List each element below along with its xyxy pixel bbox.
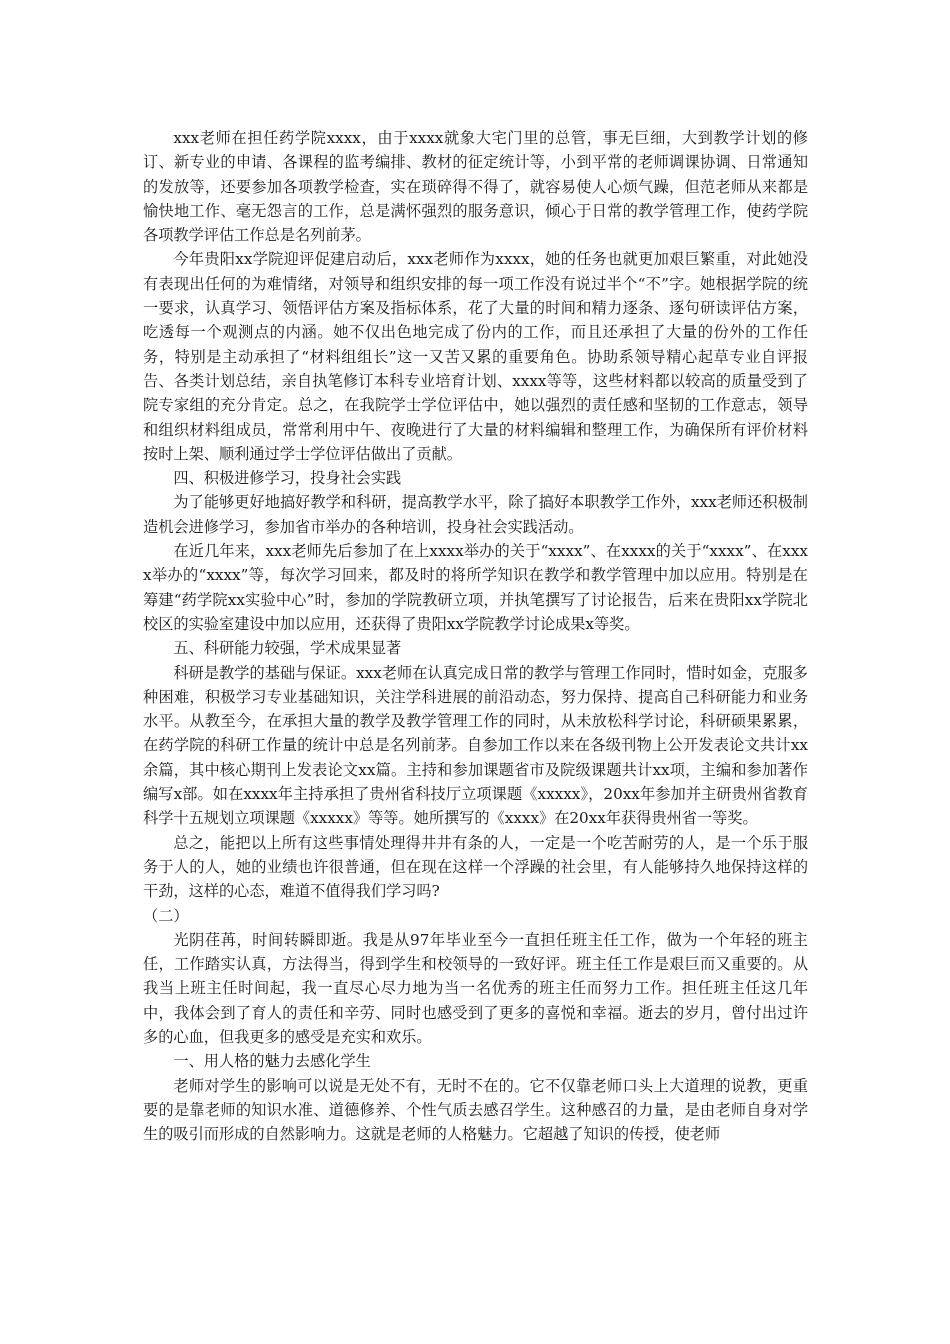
paragraph-research: 科研是教学的基础与保证。xxx老师在认真完成日常的教学与管理工作同时，惜时如金，克服多种困难，积极学习专业基础知识，关注学科进展的前沿动态，努力保持、提高自己科研能力和业务水平。从教至今，在承担大量的教学及教学管理工作的同时，从未放松科学讨论，科研硕果累累，在药学院的科研工作量的统计中总是名列前茅。自参加工作以来在各级刊物上公开发表论文共计xx余篇，其中核心期刊上发表论文xx篇。主持和参加课题省市及院级课题共计xx项，主编和参加著作编写x部。如在xxxx年主持承担了贵州省科技厅立项课题《xxxxx》，20xx年参加并主研贵州省教育科学十五规划立项课题《xxxxx》等等。她所撰写的《xxxx》在20xx年获得贵州省一等奖。: [143, 663, 808, 828]
document-body: [143, 126, 808, 1146]
heading-section-four: 四、积极进修学习，投身社会实践: [173, 469, 402, 488]
paragraph-class-teacher: 光阴荏苒，时间转瞬即逝。我是从97年毕业至今一直担任班主任工作，做为一个年轻的班主任，工作踏实认真，方法得当，得到学生和校领导的一致好评。班主任工作是艰巨而又重要的。从我当上班主任时间起，我一直尽心尽力地为当一名优秀的班主任而努力工作。担任班主任这几年中，我体会到了育人的责任和辛劳、同时也感受到了更多的喜悦和幸福。逝去的岁月，曾付出过许多的心血，但我更多的感受是充实和欢乐。: [143, 930, 808, 1046]
paragraph-summary: 总之，能把以上所有这些事情处理得井井有条的人，一定是一个吃苦耐劳的人，是一个乐于服务于人的人，她的业绩也许很普通，但在现在这样一个浮躁的社会里，有人能够持久地保持这样的干劲，这样的心态，难道不值得我们学习吗?: [143, 833, 808, 901]
paragraph-training: 在近几年来，xxx老师先后参加了在上xxxx举办的关于“xxxx”、在xxxx的关于“xxxx”、在xxxx举办的“xxxx”等，每次学习回来，都及时的将所学知识在教学和教学管理中加以应用。特别是在筹建“药学院xx实验中心”时，参加的学院教研立项，并执笔撰写了讨论报告，后来在贵阳xx学院北校区的实验室建设中加以应用，还获得了贵阳xx学院教学讨论成果x等奖。: [143, 542, 808, 633]
paragraph-personality: 老师对学生的影响可以说是无处不有，无时不在的。它不仅靠老师口头上大道理的说教，更重要的是靠老师的知识水准、道德修养、个性气质去感召学生。这种感召的力量，是由老师自身对学生的吸引而形成的自然影响力。这就是老师的人格魅力。它超越了知识的传授，使老师: [143, 1076, 808, 1144]
part-two-label: （二）: [143, 906, 189, 925]
paragraph-evaluation: 今年贵阳xx学院迎评促建启动后，xxx老师作为xxxx，她的任务也就更加艰巨繁重，对此她没有表现出任何的为难情绪，对领导和组织安排的每一项工作没有说过半个“不”字。她根据学院的统一要求，认真学习、领悟评估方案及指标体系，花了大量的时间和精力逐条、逐句研读评估方案，吃透每一个观测点的内涵。她不仅出色地完成了份内的工作，而且还承担了大量的份外的工作任务，特别是主动承担了“材料组组长”这一又苦又累的重要角色。协助系领导精心起草专业自评报告、各类计划总结，亲自执笔修订本科专业培育计划、xxxx等等，这些材料都以较高的质量受到了院专家组的充分肯定。总之，在我院学士学位评估中，她以强烈的责任感和坚韧的工作意志，领导和组织材料组成员，常常利用中午、夜晚进行了大量的材料编辑和整理工作，为确保所有评价材料按时上架、顺利通过学士学位评估做出了贡献。: [143, 250, 808, 463]
heading-section-five: 五、科研能力较强，学术成果显著: [173, 639, 402, 658]
paragraph-further-study: 为了能够更好地搞好教学和科研，提高教学水平，除了搞好本职教学工作外，xxx老师还积极制造机会进修学习，参加省市举办的各种培训，投身社会实践活动。: [143, 493, 808, 536]
paragraph-admin-work: xxx老师在担任药学院xxxx，由于xxxx就象大宅门里的总管，事无巨细，大到教学计划的修订、新专业的申请、各课程的监考编排、教材的征定统计等，小到平常的老师调课协调、日常通知的发放等，还要参加各项教学检查，实在琐碎得不得了，就容易使人心烦气躁，但范老师从来都是愉快地工作、毫无怨言的工作，总是满怀强烈的服务意识，倾心于日常的教学管理工作，使药学院各项教学评估工作总是名列前茅。: [143, 129, 808, 245]
heading-section-one: 一、用人格的魅力去感化学生: [173, 1052, 371, 1071]
